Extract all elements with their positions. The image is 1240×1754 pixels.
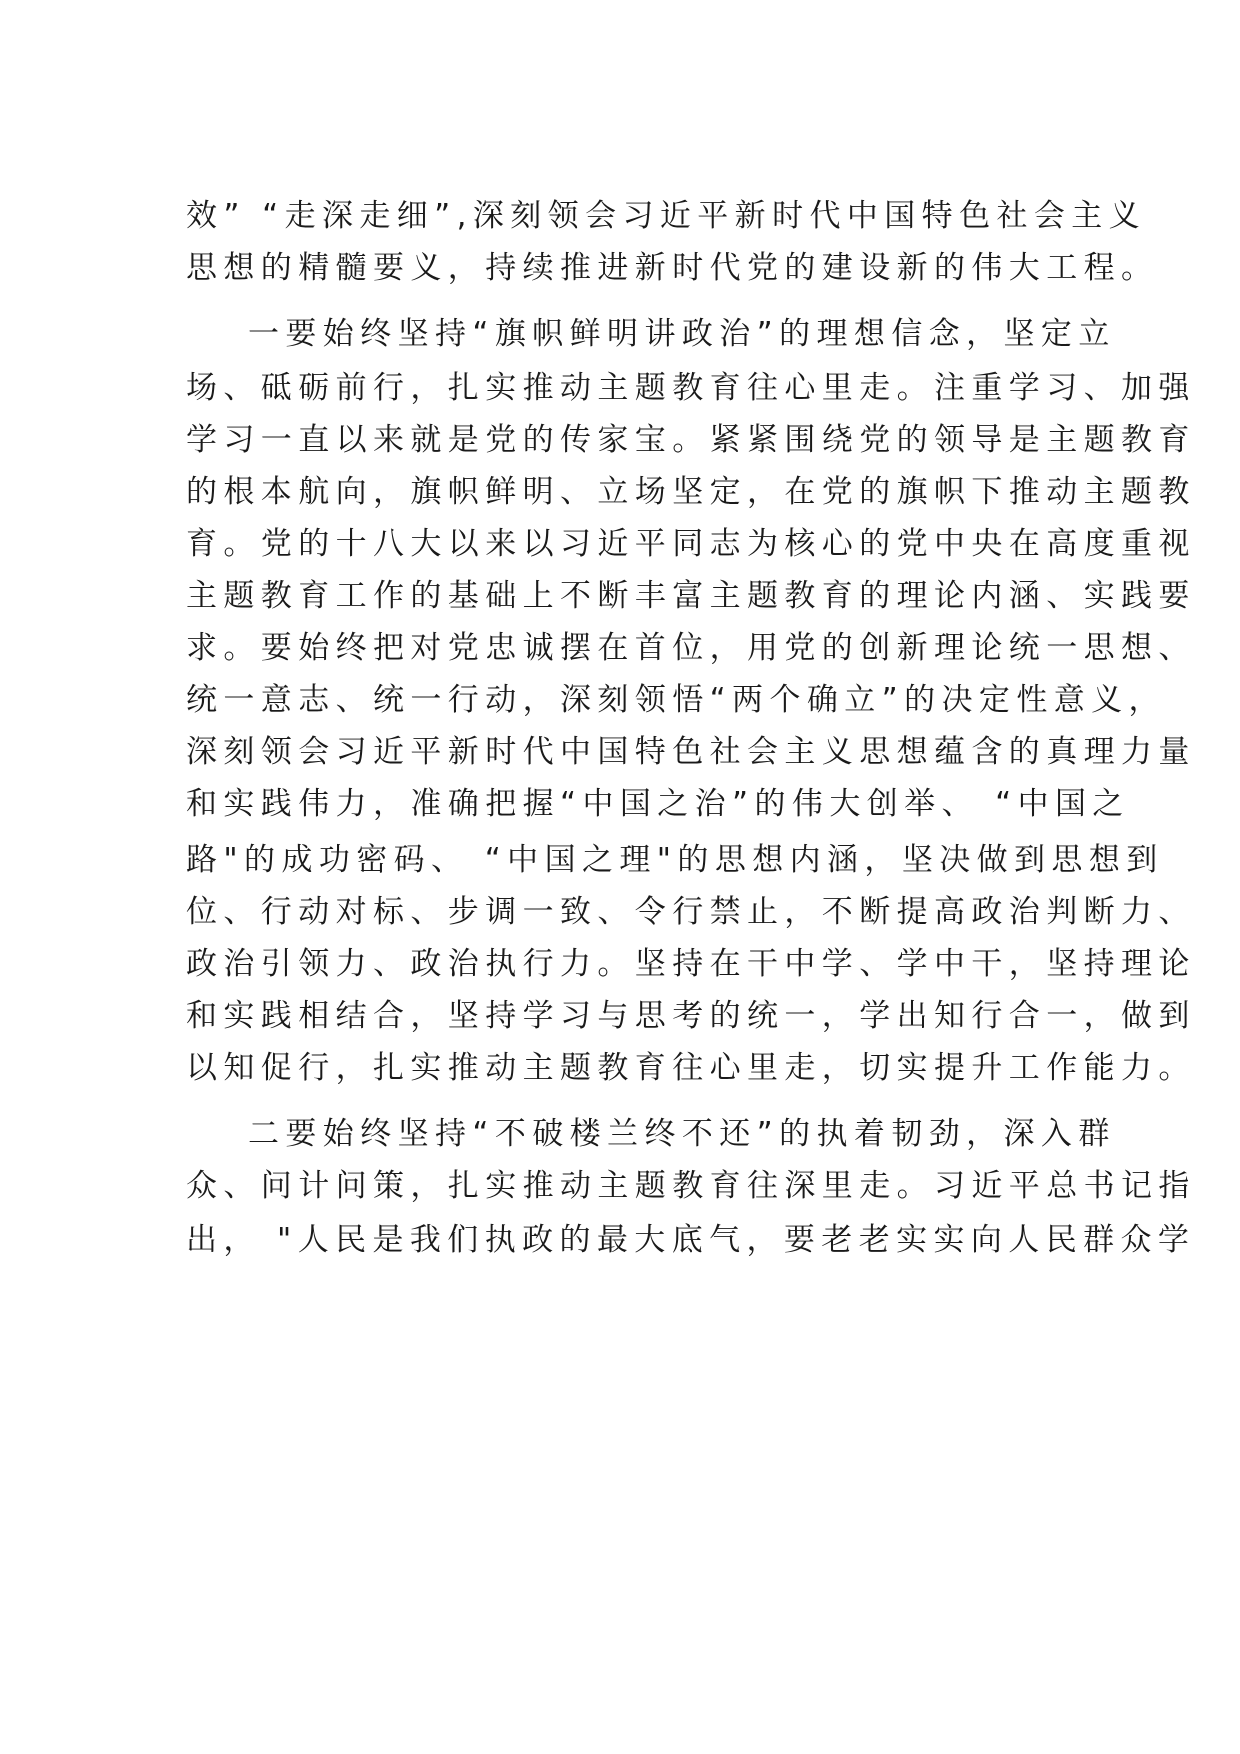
paragraph-2-line-1: 一要始终坚持“旗帜鲜明讲政治”的理想信念，坚定立: [248, 316, 1116, 352]
paragraph-2-line-2: 场、砥砺前行，扎实推动主题教育往心里走。注重学习、加强: [186, 370, 1196, 406]
paragraph-2-line-13: 政治引领力、政治执行力。坚持在干中学、学中干，坚持理论: [186, 946, 1196, 982]
paragraph-2-line-14: 和实践相结合，坚持学习与思考的统一，学出知行合一，做到: [186, 998, 1196, 1034]
paragraph-3-line-1: 二要始终坚持“不破楼兰终不还”的执着韧劲，深入群: [248, 1116, 1116, 1152]
paragraph-3-line-3: 出， "人民是我们执政的最大底气，要老老实实向人民群众学: [186, 1222, 1196, 1258]
paragraph-2-line-6: 主题教育工作的基础上不断丰富主题教育的理论内涵、实践要: [186, 578, 1196, 614]
paragraph-2-line-11: 路"的成功密码、 “中国之理"的思想内涵，坚决做到思想到: [186, 842, 1164, 878]
paragraph-2-line-10: 和实践伟力，准确把握“中国之治”的伟大创举、 “中国之: [186, 786, 1130, 822]
paragraph-3-line-2: 众、问计问策，扎实推动主题教育往深里走。习近平总书记指: [186, 1168, 1196, 1204]
paragraph-2-line-4: 的根本航向，旗帜鲜明、立场坚定，在党的旗帜下推动主题教: [186, 474, 1196, 510]
paragraph-2-line-7: 求。要始终把对党忠诚摆在首位，用党的创新理论统一思想、: [186, 630, 1196, 666]
paragraph-2-line-5: 育。党的十八大以来以习近平同志为核心的党中央在高度重视: [186, 526, 1196, 562]
paragraph-2-line-9: 深刻领会习近平新时代中国特色社会主义思想蕴含的真理力量: [186, 734, 1196, 770]
paragraph-1-line-2: 思想的精髓要义，持续推进新时代党的建设新的伟大工程。: [186, 250, 1159, 286]
paragraph-1-line-1: 效” “走深走细”,深刻领会习近平新时代中国特色社会主义: [186, 198, 1147, 234]
paragraph-2-line-3: 学习一直以来就是党的传家宝。紧紧围绕党的领导是主题教育: [186, 422, 1196, 458]
paragraph-2-line-15: 以知促行，扎实推动主题教育往心里走，切实提升工作能力。: [186, 1050, 1196, 1086]
paragraph-2-line-12: 位、行动对标、步调一致、令行禁止，不断提高政治判断力、: [186, 894, 1196, 930]
paragraph-2-line-8: 统一意志、统一行动，深刻领悟“两个确立”的决定性意义，: [186, 682, 1166, 718]
